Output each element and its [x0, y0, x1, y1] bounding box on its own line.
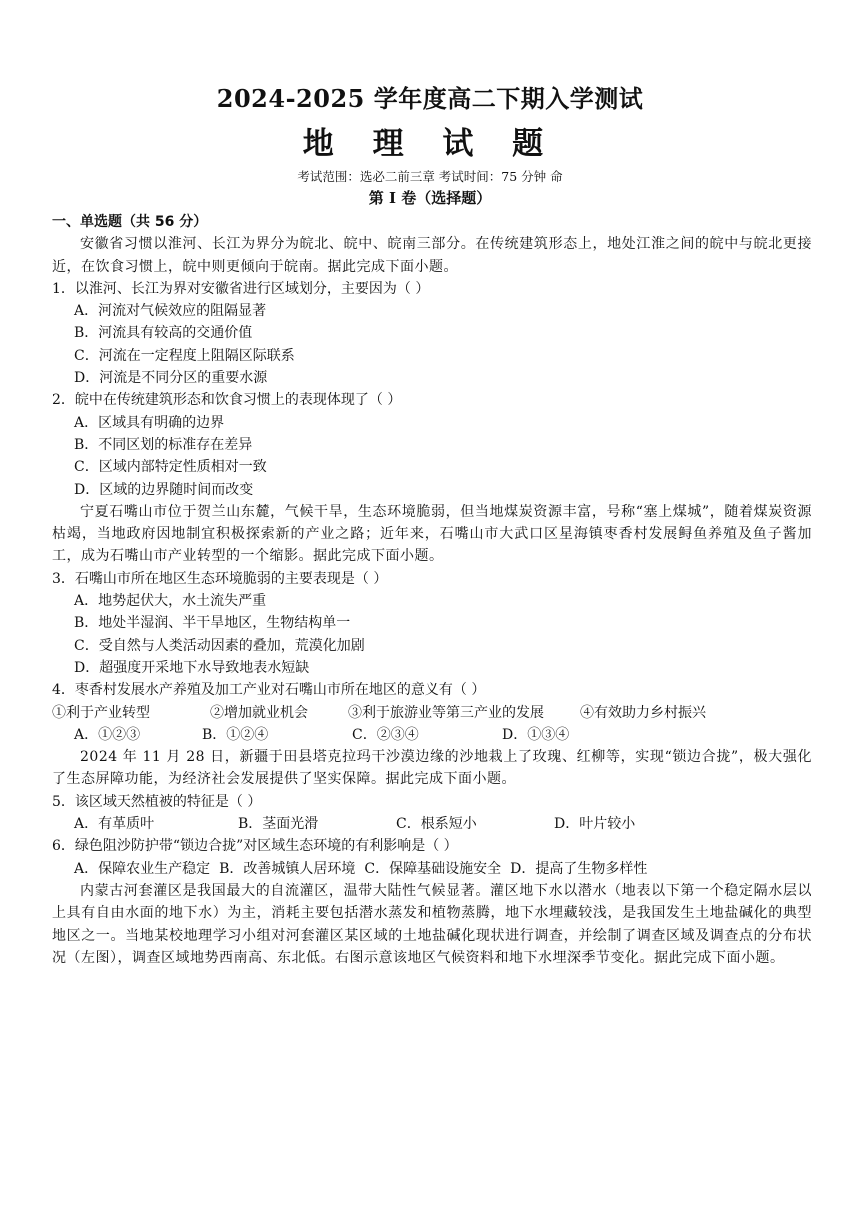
question-stem: 4．枣香村发展水产养殖及加工产业对石嘴山市所在地区的意义有（ ）	[52, 682, 486, 699]
statement-3: ③利于旅游业等第三产业的发展	[348, 704, 544, 721]
option-d: D．叶片较小	[554, 816, 636, 833]
material-3: 2024 年 11 月 28 日，新疆于田县塔克拉玛干沙漠边缘的沙地栽上了玫瑰、红柳等，实现“锁边合拢”，极大强化了生态屏障功能，为经济社会发展提供了坚实保障。据此完成下面小题。	[52, 749, 812, 788]
option-b: B．河流具有较高的交通价值	[74, 325, 253, 342]
option-c: C．受自然与人类活动因素的叠加，荒漠化加剧	[74, 637, 365, 654]
option-b: B．茎面光滑	[238, 816, 319, 833]
question-5	[52, 791, 812, 836]
question-stem: 1．以淮河、长江为界对安徽省进行区域划分，主要因为（ ）	[52, 280, 430, 297]
option-d: D．提高了生物多样性	[510, 860, 648, 877]
option-c: C．河流在一定程度上阻隔区际联系	[74, 347, 295, 364]
question-stem: 6．绿色阻沙防护带“锁边合拢”对区域生态环境的有利影响是（ ）	[52, 838, 458, 855]
option-c: C．区域内部特定性质相对一致	[74, 459, 267, 476]
option-b: B．不同区划的标准存在差异	[74, 436, 253, 453]
subject-title: 地 理 试 题	[302, 126, 558, 162]
option-a: A．保障农业生产稳定	[74, 860, 211, 877]
option-a: A．有革质叶	[74, 816, 155, 833]
statement-1: ①利于产业转型	[52, 704, 150, 721]
option-d: D．①③④	[502, 726, 570, 743]
question-6	[52, 835, 812, 880]
statement-4: ④有效助力乡村振兴	[580, 704, 706, 721]
options-row	[52, 813, 812, 835]
section-title: 一、单选题（共 56 分）	[52, 214, 208, 230]
material-2: 宁夏石嘴山市位于贺兰山东麓，气候干旱，生态环境脆弱，但当地煤炭资源丰富，号称“塞上煤城”，随着煤炭资源枯竭，当地政府因地制宜积极探索新的产业之路；近年来，石嘴山市大武口区星海镇枣香村发展鲟鱼养殖及鱼子酱加工，成为石嘴山市产业转型的一个缩影。据此完成下面小题。	[52, 503, 812, 565]
question-3	[52, 568, 812, 679]
option-a: A．区域具有明确的边界	[74, 414, 225, 431]
options-row	[52, 858, 812, 880]
question-4	[52, 679, 812, 746]
option-d: D．超强度开采地下水导致地表水短缺	[74, 659, 310, 676]
statement-2: ②增加就业机会	[210, 704, 308, 721]
option-b: B．①②④	[202, 726, 269, 743]
question-stem: 2．皖中在传统建筑形态和饮食习惯上的表现体现了（ ）	[52, 392, 402, 409]
option-a: A．地势起伏大，水土流失严重	[74, 593, 267, 610]
exam-meta: 考试范围：选必二前三章 考试时间：75 分钟 命	[297, 169, 563, 184]
option-a: A．①②③	[74, 726, 141, 743]
exam-content	[52, 211, 812, 969]
exam-title: 2024-2025 学年度高二下期入学测试	[216, 84, 644, 113]
option-c: C．根系短小	[396, 816, 477, 833]
option-c: C．保障基础设施安全	[364, 860, 502, 877]
material-4: 内蒙古河套灌区是我国最大的自流灌区，温带大陆性气候显著。灌区地下水以潜水（地表以下第一个稳定隔水层以上具有自由水面的地下水）为主，消耗主要包括潜水蒸发和植物蒸腾，地下水埋藏较浅，是我国发生土地盐碱化的典型地区之一。当地某校地理学习小组对河套灌区某区域的土地盐碱化现状进行调查，并绘制了调查区域及调查点的分布状况（左图），调查区域地势西南高、东北低。右图示意该地区气候资料和地下水埋深季节变化。据此完成下面小题。	[52, 882, 812, 966]
option-c: C．②③④	[352, 726, 419, 743]
part-title: 第 I 卷（选择题）	[368, 189, 492, 207]
option-b: B．地处半湿润、半干旱地区，生物结构单一	[74, 615, 351, 632]
option-b: B．改善城镇人居环境	[219, 860, 356, 877]
statement-list	[52, 702, 812, 724]
question-2	[52, 389, 812, 500]
question-stem: 5．该区域天然植被的特征是（ ）	[52, 793, 262, 810]
material-1: 安徽省习惯以淮河、长江为界分为皖北、皖中、皖南三部分。在传统建筑形态上，地处江淮之间的皖中与皖北更接近，在饮食习惯上，皖中则更倾向于皖南。据此完成下面小题。	[52, 236, 812, 275]
exam-header	[0, 82, 860, 209]
option-a: A．河流对气候效应的阻隔显著	[74, 303, 267, 320]
question-1	[52, 278, 812, 389]
question-stem: 3．石嘴山市所在地区生态环境脆弱的主要表现是（ ）	[52, 570, 388, 587]
options-row	[52, 724, 812, 746]
option-d: D．区域的边界随时间而改变	[74, 481, 254, 498]
option-d: D．河流是不同分区的重要水源	[74, 370, 268, 387]
